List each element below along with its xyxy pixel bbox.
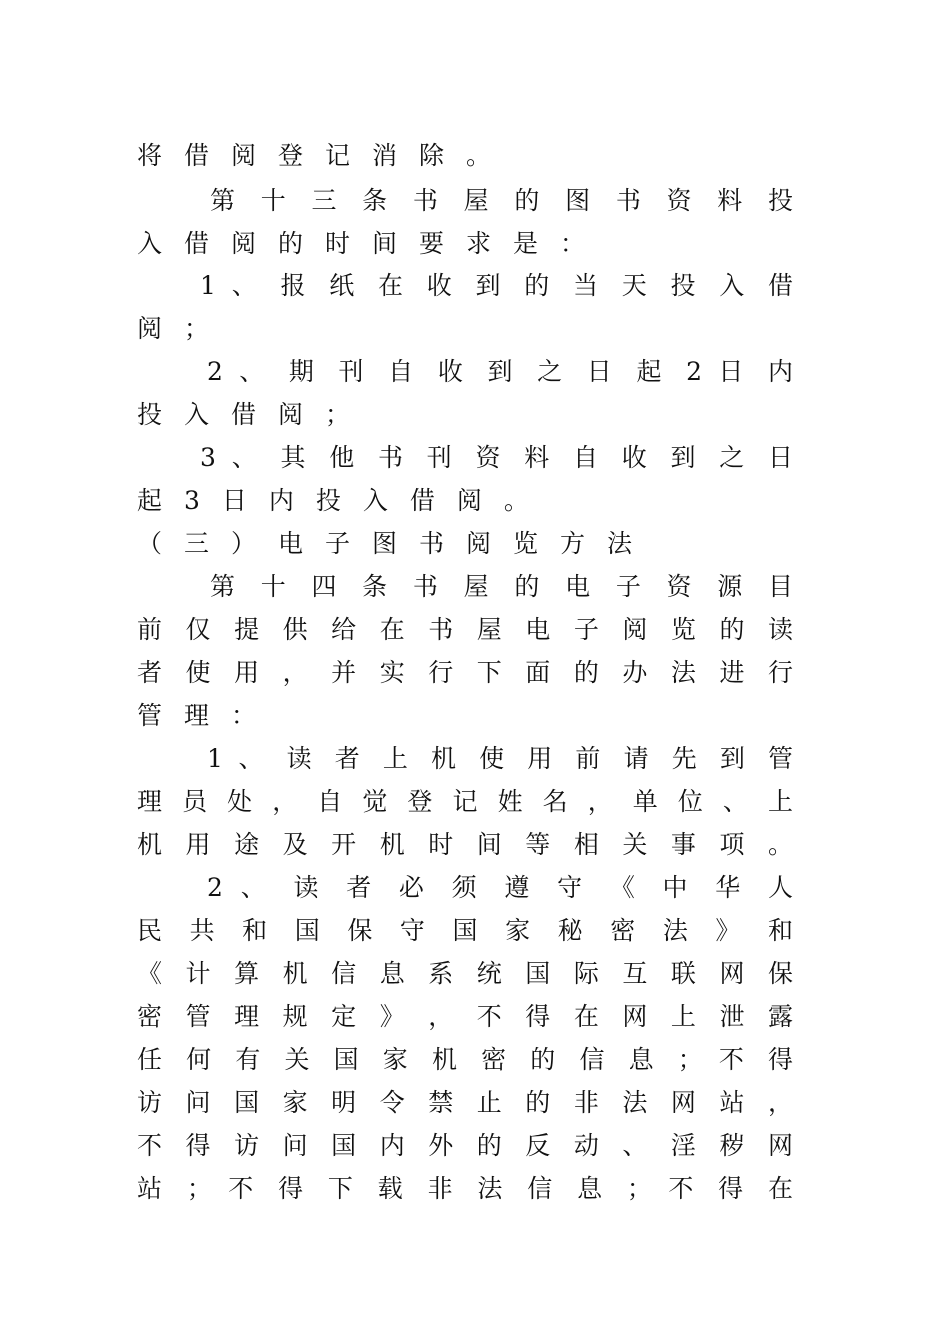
text-line-4: 1 、 报 纸 在 收 到 的 当 天 投 入 借 (200, 271, 793, 300)
text-line-2: 第 十 三 条 书 屋 的 图 书 资 料 投 (210, 186, 793, 215)
text-line-1: 将借阅登记消除。 (137, 141, 514, 170)
text-line-7: 投入借阅； (137, 400, 373, 429)
text-line-18: 2 、 读 者 必 须 遵 守 《 中 华 人 (207, 873, 793, 902)
text-line-21: 密 管 理 规 定 》 ， 不 得 在 网 上 泄 露 (137, 1002, 793, 1031)
text-line-23: 访 问 国 家 明 令 禁 止 的 非 法 网 站 ， (137, 1088, 793, 1117)
text-line-6: 2 、 期 刊 自 收 到 之 日 起 2 日 内 (207, 357, 793, 386)
text-line-20: 《 计 算 机 信 息 系 统 国 际 互 联 网 保 (137, 959, 793, 988)
text-line-24: 不 得 访 问 国 内 外 的 反 动 、 淫 秽 网 (137, 1131, 793, 1160)
text-line-25: 站 ； 不 得 下 载 非 法 信 息 ； 不 得 在 (137, 1174, 793, 1203)
text-line-13: 者 使 用 ， 并 实 行 下 面 的 办 法 进 行 (137, 658, 793, 687)
text-line-15: 1 、 读 者 上 机 使 用 前 请 先 到 管 (207, 744, 793, 773)
text-line-14: 管理： (137, 701, 279, 730)
text-line-17: 机 用 途 及 开 机 时 间 等 相 关 事 项 。 (137, 830, 793, 859)
section-heading-electronic-reading: （三）电子图书阅览方法 (137, 529, 655, 558)
text-line-22: 任 何 有 关 国 家 机 密 的 信 息 ； 不 得 (137, 1045, 793, 1074)
text-line-3: 入借阅的时间要求是： (137, 229, 608, 258)
text-line-19: 民 共 和 国 保 守 国 家 秘 密 法 》 和 (137, 916, 793, 945)
text-line-5: 阅； (137, 314, 232, 343)
text-line-11: 第 十 四 条 书 屋 的 电 子 资 源 目 (210, 572, 793, 601)
text-line-8: 3 、 其 他 书 刊 资 料 自 收 到 之 日 (200, 443, 793, 472)
text-line-12: 前 仅 提 供 给 在 书 屋 电 子 阅 览 的 读 (137, 615, 793, 644)
text-line-16: 理 员 处 ， 自 觉 登 记 姓 名 ， 单 位 、 上 (137, 787, 793, 816)
text-line-9: 起3日内投入借阅。 (137, 486, 551, 515)
